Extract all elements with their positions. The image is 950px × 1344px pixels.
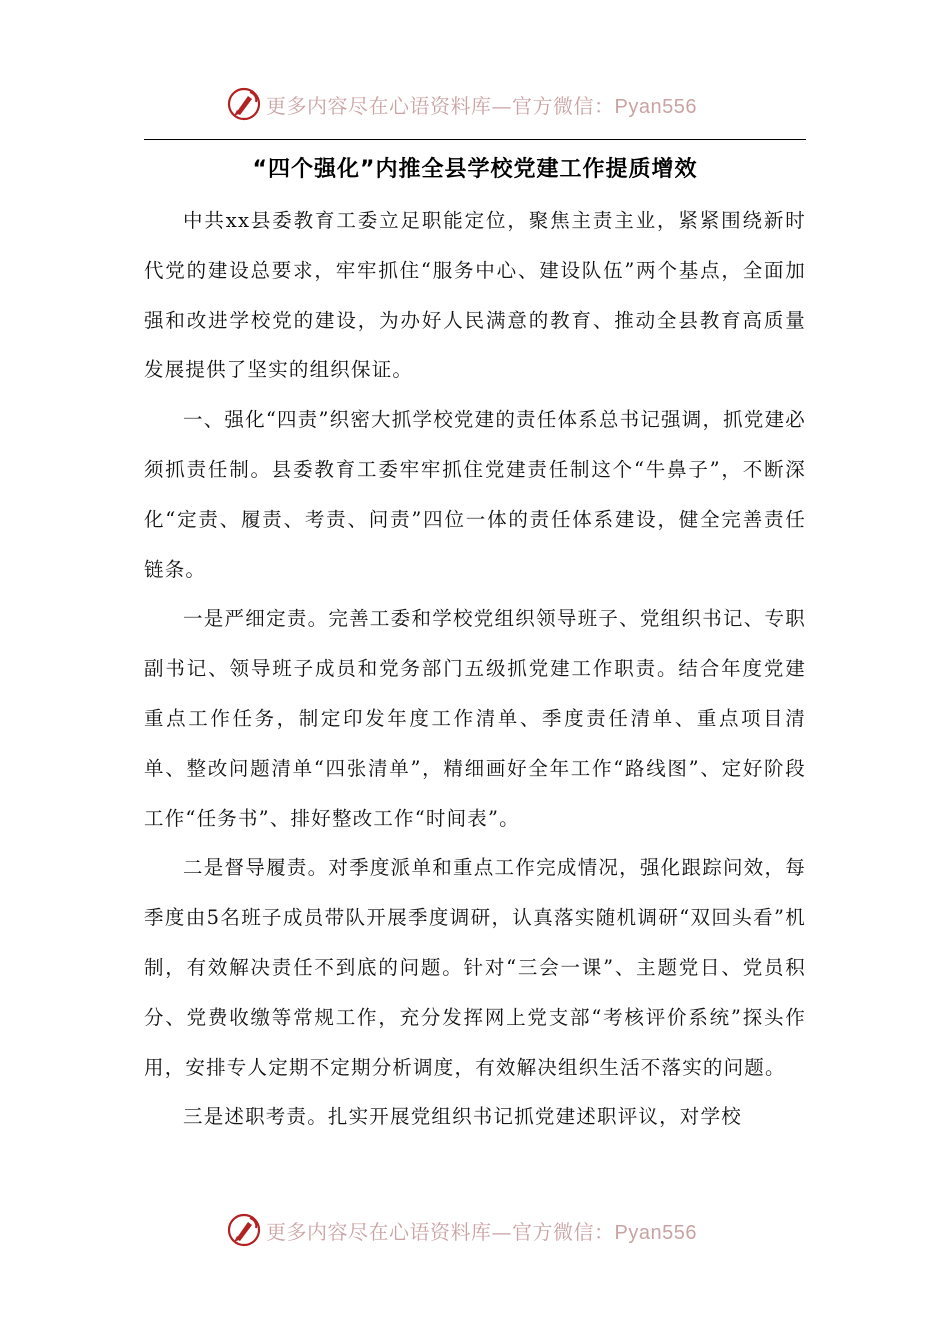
paragraph: 中共xx县委教育工委立足职能定位，聚焦主责主业，紧紧围绕新时代党的建设总要求，牢牢抓住“服务中心、建设队伍”两个基点，全面加强和改进学校党的建设，为办好人民满意的教育、推动全县教育高质量发展提供了坚实的组织保证。 — [144, 209, 806, 382]
pen-nib-logo-icon — [226, 1212, 262, 1248]
header-banner — [226, 84, 726, 124]
footer-banner-slogan: 更多内容尽在心语资料库—官方微信： — [266, 1219, 615, 1244]
footer-wechat-id: Pyan556 — [614, 1221, 697, 1244]
footer-banner-text — [266, 1216, 697, 1245]
paragraph: 三是述职考责。扎实开展党组织书记抓党建述职评议，对学校 — [183, 1105, 742, 1129]
paragraph: 一是严细定责。完善工委和学校党组织领导班子、党组织书记、专职副书记、领导班子成员和党务部门五级抓党建工作职责。结合年度党建重点工作任务，制定印发年度工作清单、季度责任清单、重点项目清单、整改问题清单“四张清单”，精细画好全年工作“路线图”、定好阶段工作“任务书”、排好整改工作“时间表”。 — [144, 607, 806, 830]
document-body — [144, 196, 806, 1142]
document-title: “四个强化”内推全县学校党建工作提质增效 — [252, 157, 698, 182]
footer-banner — [226, 1210, 726, 1250]
header-banner-slogan: 更多内容尽在心语资料库—官方微信： — [266, 93, 615, 118]
header-wechat-id: Pyan556 — [614, 95, 697, 118]
header-banner-text — [266, 90, 697, 119]
header-divider — [144, 139, 806, 140]
paragraph: 二是督导履责。对季度派单和重点工作完成情况，强化跟踪问效，每季度由5名班子成员带队开展季度调研，认真落实随机调研“双回头看”机制，有效解决责任不到底的问题。针对“三会一课”、主题党日、党员积分、党费收缴等常规工作，充分发挥网上党支部“考核评价系统”探头作用，安排专人定期不定期分析调度，有效解决组织生活不落实的问题。 — [144, 856, 806, 1079]
pen-nib-logo-icon — [226, 86, 262, 122]
paragraph: 一、强化“四责”织密大抓学校党建的责任体系总书记强调，抓党建必须抓责任制。县委教育工委牢牢抓住党建责任制这个“牛鼻子”，不断深化“定责、履责、考责、问责”四位一体的责任体系建设，健全完善责任链条。 — [144, 408, 806, 581]
